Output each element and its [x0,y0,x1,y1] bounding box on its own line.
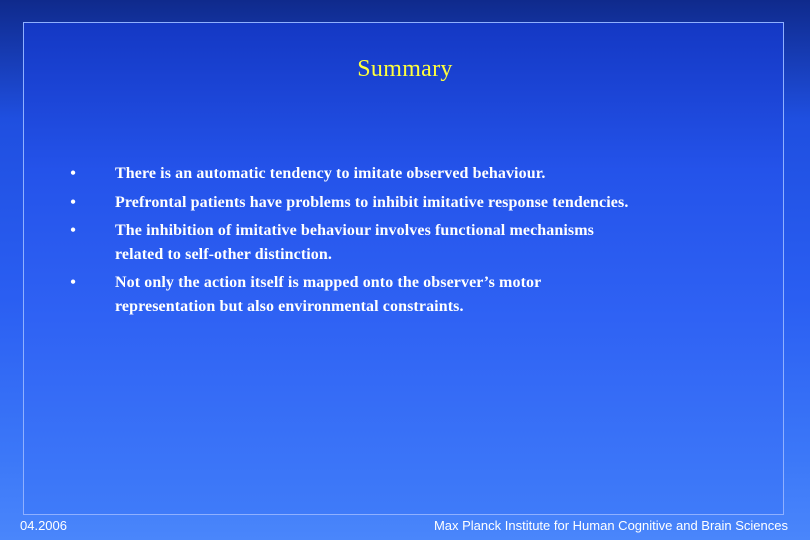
bullet-text [115,191,765,215]
bullet-text [115,219,765,267]
bullet-symbol: • [70,194,76,211]
bullet-text [115,162,765,186]
bullet-symbol: • [70,165,76,182]
footer-institute: Max Planck Institute for Human Cognitive and Brain Sciences [433,518,788,533]
bullet-line: related to self-other distinction. [115,246,333,263]
footer-date: 04.2006 [20,518,67,533]
slide-frame [23,22,784,515]
bullet-line: Not only the action itself is mapped onto the observer’s motor [115,274,542,291]
bullet-line: There is an automatic tendency to imitate observed behaviour. [115,165,546,182]
bullet-text [115,271,765,319]
slide-title: Summary [357,56,453,82]
bullet-line: representation but also environmental constraints. [115,298,464,315]
bullet-symbol: • [70,222,76,239]
bullet-symbol: • [70,274,76,291]
bullet-line: The inhibition of imitative behaviour involves functional mechanisms [115,222,594,239]
bullet-line: Prefrontal patients have problems to inhibit imitative response tendencies. [115,194,629,211]
